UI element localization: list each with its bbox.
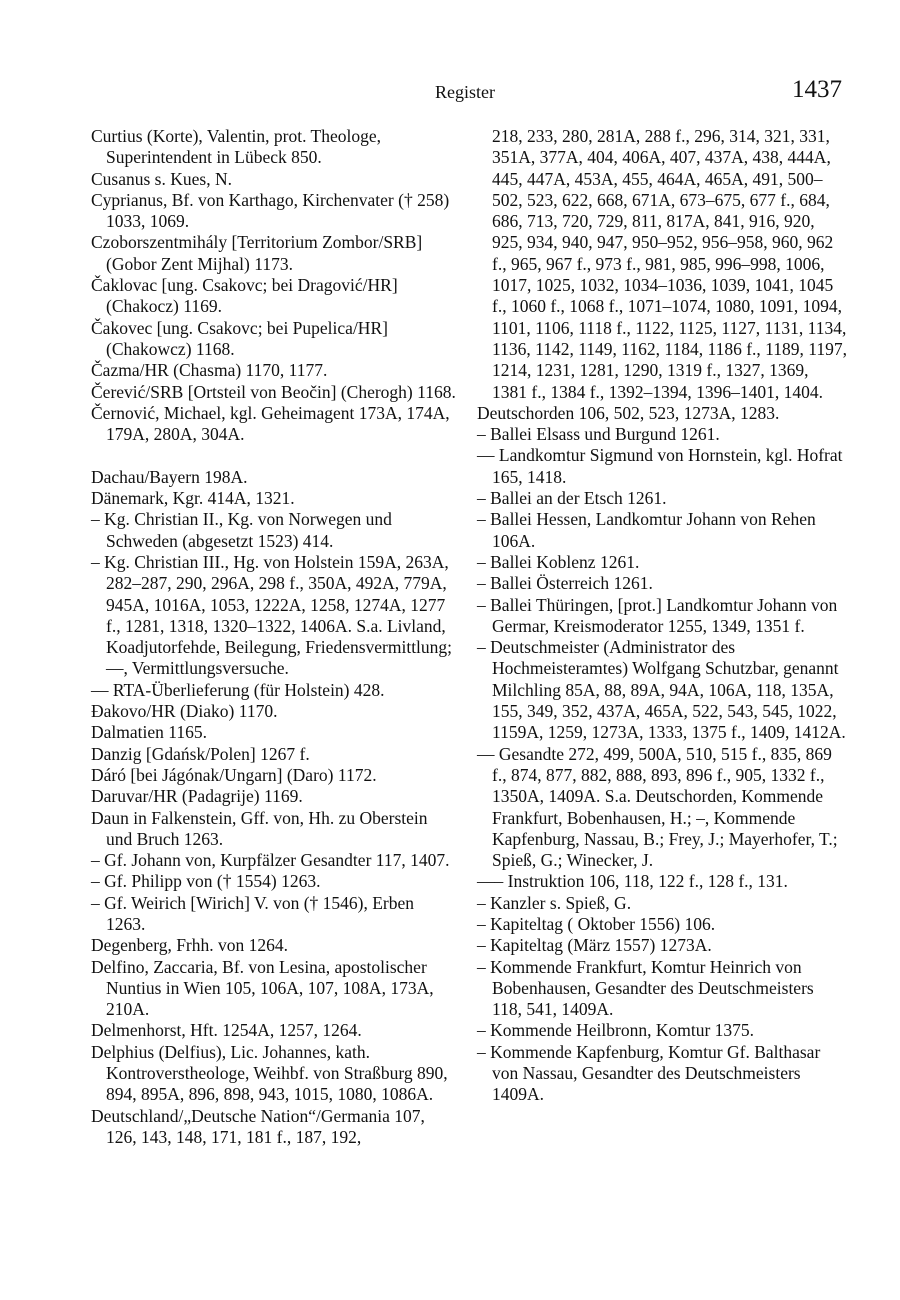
- index-entry: – Deutschmeister (Administrator des Hochmeisteramtes) Wolfgang Schutzbar, genannt Milchling 85A, 88, 89A, 94A, 106A, 118, 135A, 155, 349, 352, 437A, 465A, 522, 543, 545, 1022, 1159A, 1259, 1273A, 1333, 1375 f., 1409, 1412A.: [477, 637, 846, 743]
- section-gap: [91, 445, 457, 466]
- index-entry: – Ballei Elsass und Burgund 1261.: [477, 424, 720, 445]
- index-entry: Delphius (Delfius), Lic. Johannes, kath. Kontroverstheologe, Weihbf. von Straßburg 890, 894, 895A, 896, 898, 943, 1015, 1080, 1086A.: [91, 1041, 448, 1105]
- index-entry: – Kg. Christian II., Kg. von Norwegen und Schweden (abgesetzt 1523) 414.: [91, 509, 392, 551]
- page-number: 1437: [792, 76, 842, 103]
- running-head: [0, 78, 900, 108]
- index-entry: Đakovo/HR (Diako) 1170.: [91, 701, 278, 722]
- index-entry: Dachau/Bayern 198A.: [91, 466, 248, 487]
- index-entry: Čazma/HR (Chasma) 1170, 1177.: [91, 360, 328, 381]
- index-entry: Daun in Falkenstein, Gff. von, Hh. zu Oberstein und Bruch 1263.: [91, 807, 428, 849]
- index-entry: – Kanzler s. Spieß, G.: [477, 892, 632, 913]
- index-entry: – Gf. Johann von, Kurpfälzer Gesandter 117, 1407.: [91, 850, 450, 871]
- index-entry: – Ballei Thüringen, [prot.] Landkomtur Johann von Germar, Kreismoderator 1255, 1349, 1351 f.: [477, 594, 838, 636]
- index-entry: Delfino, Zaccaria, Bf. von Lesina, apostolischer Nuntius in Wien 105, 106A, 107, 108A, 173A, 210A.: [91, 956, 434, 1020]
- index-entry: – Kommende Kapfenburg, Komtur Gf. Balthasar von Nassau, Gesandter des Deutschmeisters 1409A.: [477, 1041, 821, 1105]
- index-entry: Dalmatien 1165.: [91, 722, 207, 743]
- index-entry: – Kommende Heilbronn, Komtur 1375.: [477, 1020, 755, 1041]
- index-entry: – Gf. Weirich [Wirich] V. von († 1546), Erben 1263.: [91, 892, 415, 934]
- index-entry: Černović, Michael, kgl. Geheimagent 173A, 174A, 179A, 280A, 304A.: [91, 402, 450, 445]
- index-entry: – Kommende Frankfurt, Komtur Heinrich von Bobenhausen, Gesandter des Deutschmeisters 118, 541, 1409A.: [477, 956, 814, 1020]
- index-entry-continued: 218, 233, 280, 281A, 288 f., 296, 314, 321, 331, 351A, 377A, 404, 406A, 407, 437A, 438, 444A, 445, 447A, 453A, 455, 464A, 465A, 491, 500–502, 523, 622, 668, 671A, 673–675, 677 f., 684, 686, 713, 720, 729, 811, 817A, 841, 916, 920, 925, 934, 940, 947, 950–952, 956–958, 960, 962 f., 965, 967 f., 973 f., 981, 985, 996–998, 1006, 1017, 1025, 1032, 1034–1036, 1039, 1041, 1045 f., 1060 f., 1068 f., 1071–1074, 1080, 1091, 1094, 1101, 1106, 1118 f., 1122, 1125, 1127, 1131, 1134, 1136, 1142, 1149, 1162, 1184, 1186 f., 1189, 1197, 1214, 1231, 1281, 1290, 1319 f., 1327, 1369, 1381 f., 1384 f., 1392–1394, 1396–1401, 1404.: [492, 126, 848, 402]
- index-column-left: [91, 126, 457, 1148]
- index-entry: – Kapiteltag (März 1557) 1273A.: [477, 935, 712, 956]
- index-entry: Dáró [bei Jágónak/Ungarn] (Daro) 1172.: [91, 764, 377, 785]
- index-entry: – Kg. Christian III., Hg. von Holstein 159A, 263A, 282–287, 290, 296A, 298 f., 350A, 492A, 779A, 945A, 1016A, 1053, 1222A, 1258, 1274A, 1277 f., 1281, 1318, 1320–1322, 1406A. S.a. Livland, Koadjutorfehde, Beilegung, Friedensvermittlung; ––, Vermittlungsversuche.: [91, 551, 453, 679]
- index-entry: Daruvar/HR (Padagrije) 1169.: [91, 786, 303, 807]
- index-entry: Čaklovac [ung. Csakovc; bei Dragović/HR] (Chakocz) 1169.: [91, 275, 398, 317]
- index-entry: – Ballei Koblenz 1261.: [477, 551, 640, 572]
- index-entry: Čakovec [ung. Csakovc; bei Pupelica/HR] (Chakowcz) 1168.: [91, 317, 388, 359]
- index-entry: Curtius (Korte), Valentin, prot. Theologe, Superintendent in Lübeck 850.: [91, 126, 381, 168]
- index-entry: Cusanus s. Kues, N.: [91, 168, 232, 189]
- index-entry: – Kapiteltag ( Oktober 1556) 106.: [477, 913, 716, 934]
- index-entry: Delmenhorst, Hft. 1254A, 1257, 1264.: [91, 1020, 362, 1041]
- index-column-right: [477, 126, 847, 1106]
- index-entry: Czoborszentmihály [Territorium Zombor/SRB] (Gobor Zent Mijhal) 1173.: [91, 232, 423, 274]
- index-entry: – Gf. Philipp von († 1554) 1263.: [91, 871, 321, 892]
- index-entry: Deutschland/„Deutsche Nation“/Germania 107, 126, 143, 148, 171, 181 f., 187, 192,: [91, 1105, 425, 1147]
- index-entry: Čerević/SRB [Ortsteil von Beočin] (Cherogh) 1168.: [91, 381, 456, 402]
- index-entry: –– Landkomtur Sigmund von Hornstein, kgl. Hofrat 165, 1418.: [477, 445, 843, 487]
- index-entry: –– RTA-Überlieferung (für Holstein) 428.: [91, 679, 385, 700]
- index-entry: Cyprianus, Bf. von Karthago, Kirchenvater († 258) 1033, 1069.: [91, 189, 450, 232]
- index-entry: Degenberg, Frhh. von 1264.: [91, 935, 289, 956]
- index-entry: Danzig [Gdańsk/Polen] 1267 f.: [91, 743, 310, 764]
- index-entry: –– Gesandte 272, 499, 500A, 510, 515 f., 835, 869 f., 874, 877, 882, 888, 893, 896 f., 905, 1332 f., 1350A, 1409A. S.a. Deutschorden, Kommende Frankfurt, Bobenhausen, H.; –, Kommende Kapfenburg, Nassau, B.; Frey, J.; Mayerhofer, T.; Spieß, G.; Winecker, J.: [477, 743, 838, 871]
- index-entry: – Ballei Österreich 1261.: [477, 573, 653, 594]
- index-entry: – Ballei Hessen, Landkomtur Johann von Rehen 106A.: [477, 509, 816, 551]
- index-entry: Deutschorden 106, 502, 523, 1273A, 1283.: [477, 402, 780, 423]
- index-entry: ––– Instruktion 106, 118, 122 f., 128 f., 131.: [477, 871, 788, 892]
- index-entry: – Ballei an der Etsch 1261.: [477, 488, 667, 509]
- running-head-title: Register: [435, 82, 495, 102]
- index-entry: Dänemark, Kgr. 414A, 1321.: [91, 488, 295, 509]
